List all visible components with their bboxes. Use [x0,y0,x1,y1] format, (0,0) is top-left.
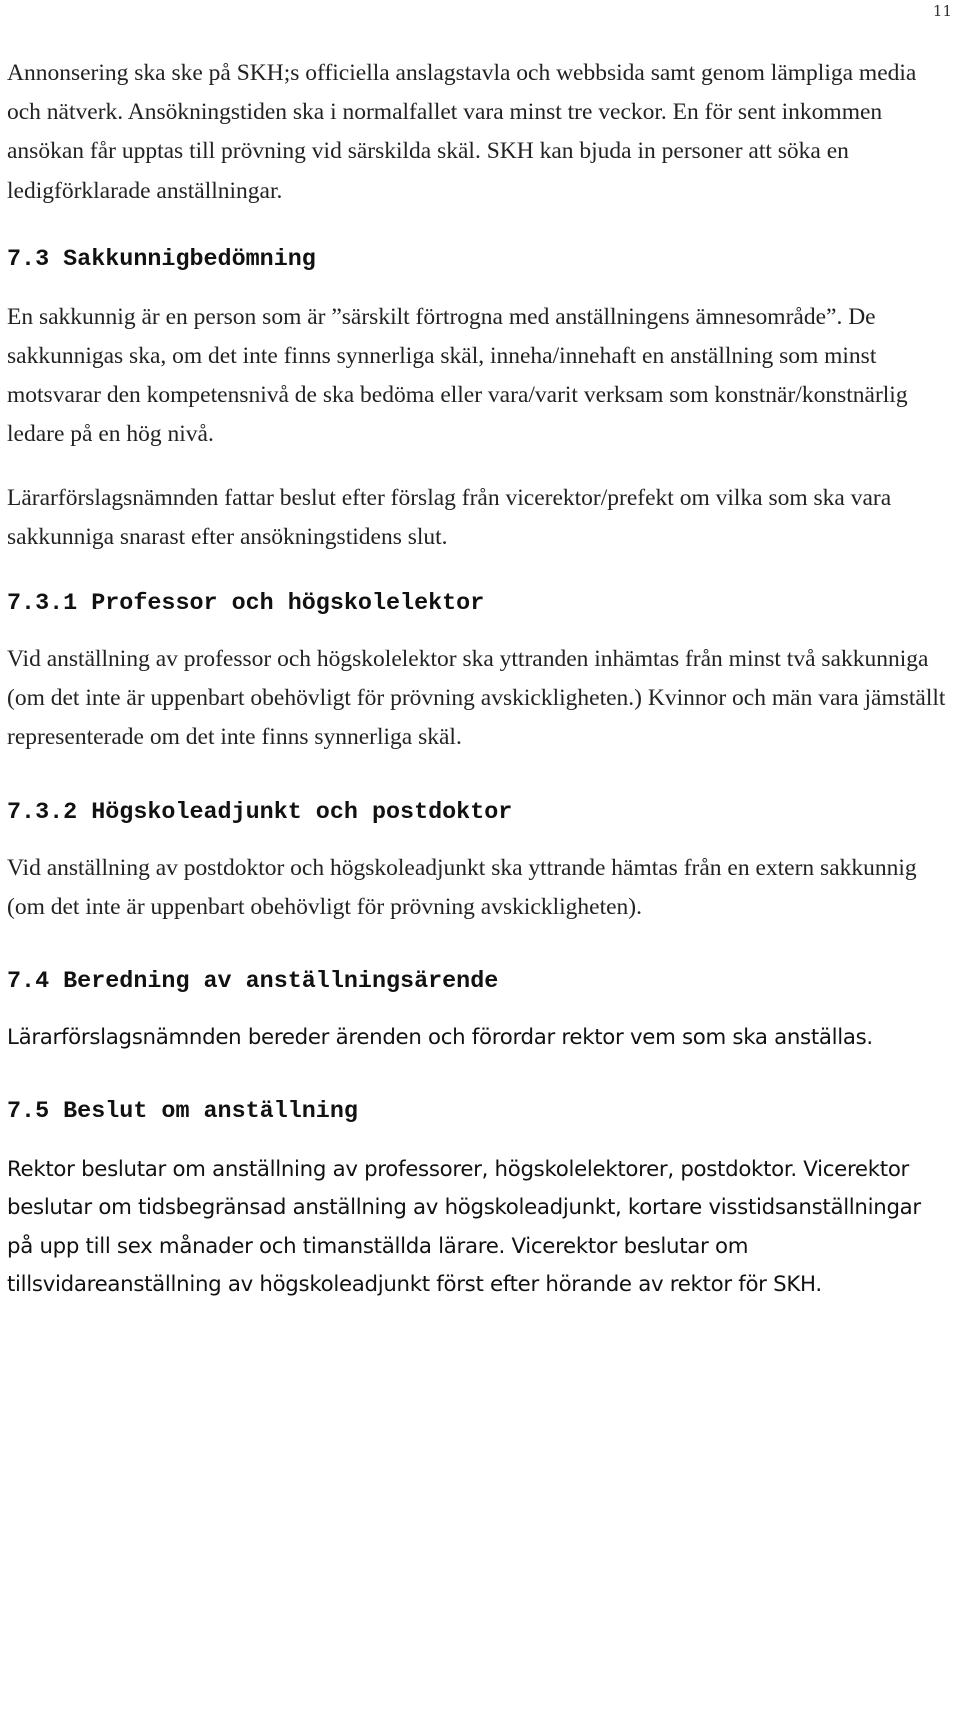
paragraph-professor-sakkunniga: Vid anställning av professor och högskolelektor ska yttranden inhämtas från minst två sakkunniga (om det inte är uppenbart obehövligt för prövning avskickligheten.) Kvinnor och män vara jämställt representerade om det inte finns synnerliga skäl. [7,646,946,751]
heading-professor-hogskolelektor: 7.3.1 Professor och högskolelektor [7,591,485,618]
paragraph-lararforslagsnamnden: Lärarförslagsnämnden fattar beslut efter förslag från vicerektor/prefekt om vilka som ska vara sakkunniga snarast efter ansökningstidens slut. [7,484,892,550]
paragraph-annonsering: Annonsering ska ske på SKH;s officiella anslagstavla och webbsida samt genom lämpliga media och nätverk. Ansökningstiden ska i normalfallet vara minst tre veckor. En för sent inkommen ansökan får upptas till prövning vid särskilda skäl. SKH kan bjuda in personer att söka en ledigförklarade anställningar. [7,60,917,204]
heading-beredning: 7.4 Beredning av anställningsärende [7,969,499,996]
paragraph-beredning: Lärarförslagsnämnden bereder ärenden och förordar rektor vem som ska anställas. [7,1025,873,1051]
paragraph-sakkunnig-definition: En sakkunnig är en person som är ”särskilt förtrogna med anställningens ämnesområde”. De sakkunnigas ska, om det inte finns synnerliga skäl, inneha/innehaft en anställning som minst motsvarar den kompetensnivå de ska bedöma eller vara/varit verksam som konstnär/konstnärlig ledare på en hög nivå. [7,303,908,448]
heading-beslut-om-anstallning: 7.5 Beslut om anställning [7,1098,358,1125]
document-body [7,54,947,1305]
heading-sakkunnigbedomning: 7.3 Sakkunnigbedömning [7,246,316,273]
page-number: 11 [932,2,952,20]
paragraph-beslut: Rektor beslutar om anställning av professorer, högskolelektorer, postdoktor. Vicerektor beslutar om tidsbegränsad anställning av högskoleadjunkt, kortare visstidsanställningar på upp till sex månader och timanställda lärare. Vicerektor beslutar om tillsvidareanställning av högskoleadjunkt först efter hörande av rektor för SKH. [7,1156,921,1298]
paragraph-postdoktor-sakkunnig: Vid anställning av postdoktor och högskoleadjunkt ska yttrande hämtas från en extern sakkunnig (om det inte är uppenbart obehövligt för prövning avskickligheten). [7,854,917,920]
heading-hogskoleadjunkt-postdoktor: 7.3.2 Högskoleadjunkt och postdoktor [7,799,513,826]
